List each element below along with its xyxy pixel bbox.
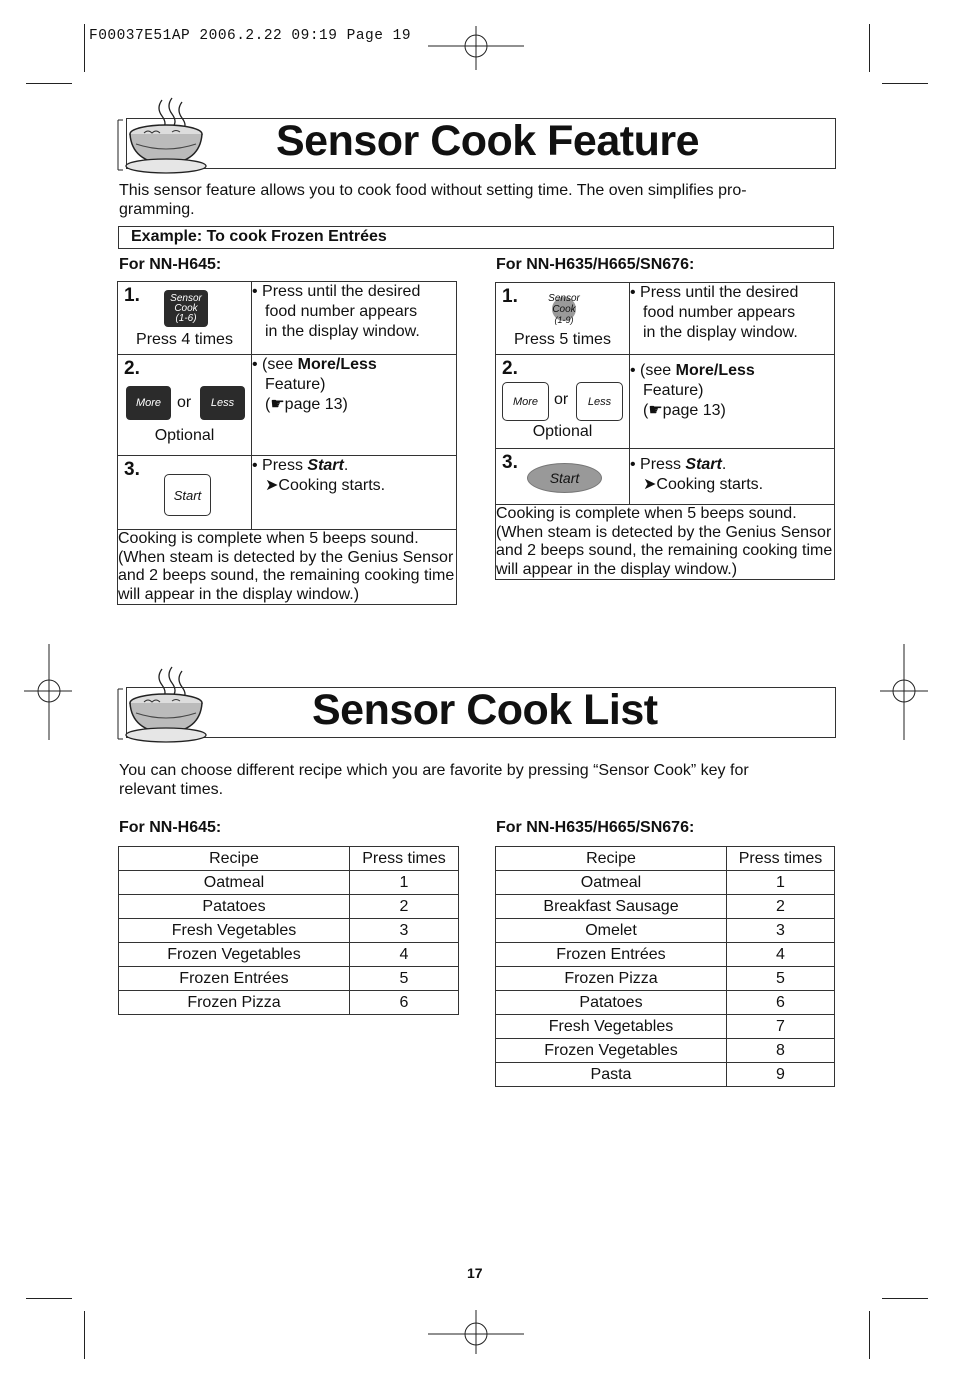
feature-intro-line: gramming. <box>119 201 195 218</box>
instruction-text: • Press <box>630 456 686 473</box>
registration-mark-icon <box>880 644 928 740</box>
feature-intro <box>119 181 747 219</box>
optional-caption: Optional <box>154 427 215 444</box>
recipe-cell: Patatoes <box>496 991 727 1015</box>
times-cell: 2 <box>350 895 459 919</box>
step1-right-cell <box>496 283 630 355</box>
left-list-heading: For NN-H645: <box>119 819 222 836</box>
press-times-header: Press times <box>727 847 835 871</box>
step3-right-cell <box>496 449 630 505</box>
button-label: Cook <box>174 302 198 314</box>
example-box: Example: To cook Frozen Entrées <box>118 226 834 249</box>
recipe-cell: Breakfast Sausage <box>496 895 727 919</box>
right-model-heading: For NN-H635/H665/SN676: <box>496 256 695 273</box>
table-row <box>496 991 835 1015</box>
times-cell: 6 <box>727 991 835 1015</box>
table-row <box>496 943 835 967</box>
completion-note: Cooking is complete when 5 beeps sound. (When steam is detected by the Genius Sensor and 2 beeps sound, the remaining cooking time will appear in the display window.) <box>496 505 835 580</box>
step2-left-cell <box>118 355 252 456</box>
completion-note: Cooking is complete when 5 beeps sound. (When steam is detected by the Genius Sensor and 2 beeps sound, the remaining cooking time will appear in the display window.) <box>118 530 457 605</box>
instruction-line <box>630 361 834 381</box>
less-button[interactable]: Less <box>576 382 623 421</box>
table-header-row <box>119 847 459 871</box>
button-label: (1-6) <box>175 312 197 324</box>
steaming-bowl-icon <box>114 665 212 743</box>
right-recipe-table <box>495 846 835 1087</box>
right-list-heading: For NN-H635/H665/SN676: <box>496 819 695 836</box>
right-steps-table <box>495 282 835 580</box>
start-label: Start <box>307 457 344 474</box>
recipe-cell: Omelet <box>496 919 727 943</box>
print-header: F00037E51AP 2006.2.22 09:19 Page 19 <box>89 28 412 44</box>
step2-instructions <box>630 355 835 449</box>
table-row <box>119 871 459 895</box>
instruction-line <box>252 456 456 476</box>
list-intro-line: You can choose different recipe which you are favorite by pressing “Sensor Cook” key for <box>119 762 749 779</box>
table-row <box>496 871 835 895</box>
period: . <box>343 457 349 474</box>
button-label: (1-9) <box>554 314 574 325</box>
crop-mark-icon <box>26 83 72 84</box>
or-label: or <box>177 394 192 411</box>
times-cell: 4 <box>350 943 459 967</box>
times-cell: 8 <box>727 1039 835 1063</box>
recipe-cell: Frozen Vegetables <box>496 1039 727 1063</box>
sensor-cook-button[interactable] <box>164 290 208 327</box>
more-label: More <box>675 362 714 379</box>
step1-instructions <box>252 282 457 355</box>
start-button[interactable]: Start <box>527 463 602 493</box>
instruction-line: food number appears <box>643 304 796 321</box>
instruction-line: in the display window. <box>643 324 798 341</box>
table-row <box>119 895 459 919</box>
recipe-cell: Frozen Entrées <box>496 943 727 967</box>
step-number: 1. <box>502 286 518 307</box>
times-cell: 5 <box>350 967 459 991</box>
or-label: or <box>554 391 569 408</box>
crop-mark-icon <box>869 24 870 72</box>
instruction-line: • Press until the desired <box>252 283 421 300</box>
times-cell: 3 <box>350 919 459 943</box>
registration-mark-icon <box>428 1310 524 1358</box>
times-cell: 3 <box>727 919 835 943</box>
table-row <box>119 919 459 943</box>
instruction-line: Feature) <box>643 382 704 399</box>
left-model-heading: For NN-H645: <box>119 256 222 273</box>
step3-instructions <box>630 449 835 505</box>
feature-title: Sensor Cook Feature <box>276 117 699 165</box>
table-row <box>119 967 459 991</box>
more-button[interactable]: More <box>502 382 549 421</box>
more-label: More <box>297 356 336 373</box>
step2-instructions <box>252 355 457 456</box>
crop-mark-icon <box>869 1311 870 1359</box>
period: . <box>721 456 727 473</box>
step1-left-cell <box>118 282 252 355</box>
step-number: 3. <box>124 459 140 480</box>
table-row <box>496 967 835 991</box>
press-times-caption: Press 5 times <box>514 331 611 348</box>
table-row <box>496 1039 835 1063</box>
instruction-text: • Press <box>252 457 308 474</box>
press-times-caption: Press 4 times <box>136 331 233 348</box>
recipe-cell: Oatmeal <box>119 871 350 895</box>
times-cell: 9 <box>727 1063 835 1087</box>
button-label: Sensor <box>548 292 580 304</box>
page-number: 17 <box>467 1265 483 1281</box>
step-number: 3. <box>502 452 518 473</box>
button-label: Cook <box>552 303 576 315</box>
recipe-header: Recipe <box>496 847 727 871</box>
instruction-line: (☛page 13) <box>265 396 348 413</box>
more-button[interactable]: More <box>126 386 171 420</box>
instruction-line: • Press until the desired <box>630 284 799 301</box>
times-cell: 2 <box>727 895 835 919</box>
recipe-cell: Fresh Vegetables <box>119 919 350 943</box>
list-title: Sensor Cook List <box>312 686 658 734</box>
times-cell: 6 <box>350 991 459 1015</box>
times-cell: 1 <box>727 871 835 895</box>
list-intro <box>119 761 749 799</box>
recipe-header: Recipe <box>119 847 350 871</box>
step2-right-cell <box>496 355 630 449</box>
instruction-text: • (see <box>252 356 298 373</box>
instruction-line: in the display window. <box>265 323 420 340</box>
registration-mark-icon <box>24 644 72 740</box>
step3-instructions <box>252 456 457 530</box>
recipe-cell: Frozen Vegetables <box>119 943 350 967</box>
sensor-cook-button[interactable] <box>542 291 586 327</box>
slash-label: / <box>713 362 719 379</box>
times-cell: 1 <box>350 871 459 895</box>
slash-label: / <box>335 356 341 373</box>
instruction-line: ➤Cooking starts. <box>643 476 764 493</box>
instruction-line <box>630 455 834 475</box>
left-steps-table <box>117 281 457 605</box>
table-row <box>496 1015 835 1039</box>
step-number: 2. <box>502 358 518 379</box>
registration-mark-icon <box>428 22 524 70</box>
table-row <box>119 991 459 1015</box>
crop-mark-icon <box>882 83 928 84</box>
recipe-cell: Oatmeal <box>496 871 727 895</box>
less-label: Less <box>340 356 377 373</box>
instruction-line <box>252 355 456 375</box>
left-recipe-table <box>118 846 459 1015</box>
table-row <box>496 895 835 919</box>
step-number: 2. <box>124 358 140 379</box>
step-number: 1. <box>124 285 140 306</box>
instruction-text: • (see <box>630 362 676 379</box>
instruction-line: ➤Cooking starts. <box>265 477 386 494</box>
less-label: Less <box>718 362 755 379</box>
table-row <box>119 943 459 967</box>
recipe-cell: Frozen Pizza <box>119 991 350 1015</box>
crop-mark-icon <box>84 24 85 72</box>
instruction-line: (☛page 13) <box>643 402 726 419</box>
times-cell: 5 <box>727 967 835 991</box>
steaming-bowl-icon <box>114 96 212 174</box>
optional-caption: Optional <box>532 423 593 440</box>
recipe-cell: Frozen Entrées <box>119 967 350 991</box>
step1-instructions <box>630 283 835 355</box>
crop-mark-icon <box>84 1311 85 1359</box>
instruction-line: food number appears <box>265 303 418 320</box>
step3-left-cell <box>118 456 252 530</box>
crop-mark-icon <box>882 1298 928 1299</box>
times-cell: 4 <box>727 943 835 967</box>
table-header-row <box>496 847 835 871</box>
table-row <box>496 919 835 943</box>
instruction-line: Feature) <box>265 376 326 393</box>
recipe-cell: Fresh Vegetables <box>496 1015 727 1039</box>
recipe-cell: Patatoes <box>119 895 350 919</box>
start-button[interactable]: Start <box>164 474 211 516</box>
recipe-cell: Pasta <box>496 1063 727 1087</box>
list-intro-line: relevant times. <box>119 781 224 798</box>
recipe-cell: Frozen Pizza <box>496 967 727 991</box>
button-label: Sensor <box>170 292 202 304</box>
crop-mark-icon <box>26 1298 72 1299</box>
times-cell: 7 <box>727 1015 835 1039</box>
less-button[interactable]: Less <box>200 386 245 420</box>
start-label: Start <box>685 456 722 473</box>
table-row <box>496 1063 835 1087</box>
feature-intro-line: This sensor feature allows you to cook food without setting time. The oven simplifies pro- <box>119 182 747 199</box>
press-times-header: Press times <box>350 847 459 871</box>
